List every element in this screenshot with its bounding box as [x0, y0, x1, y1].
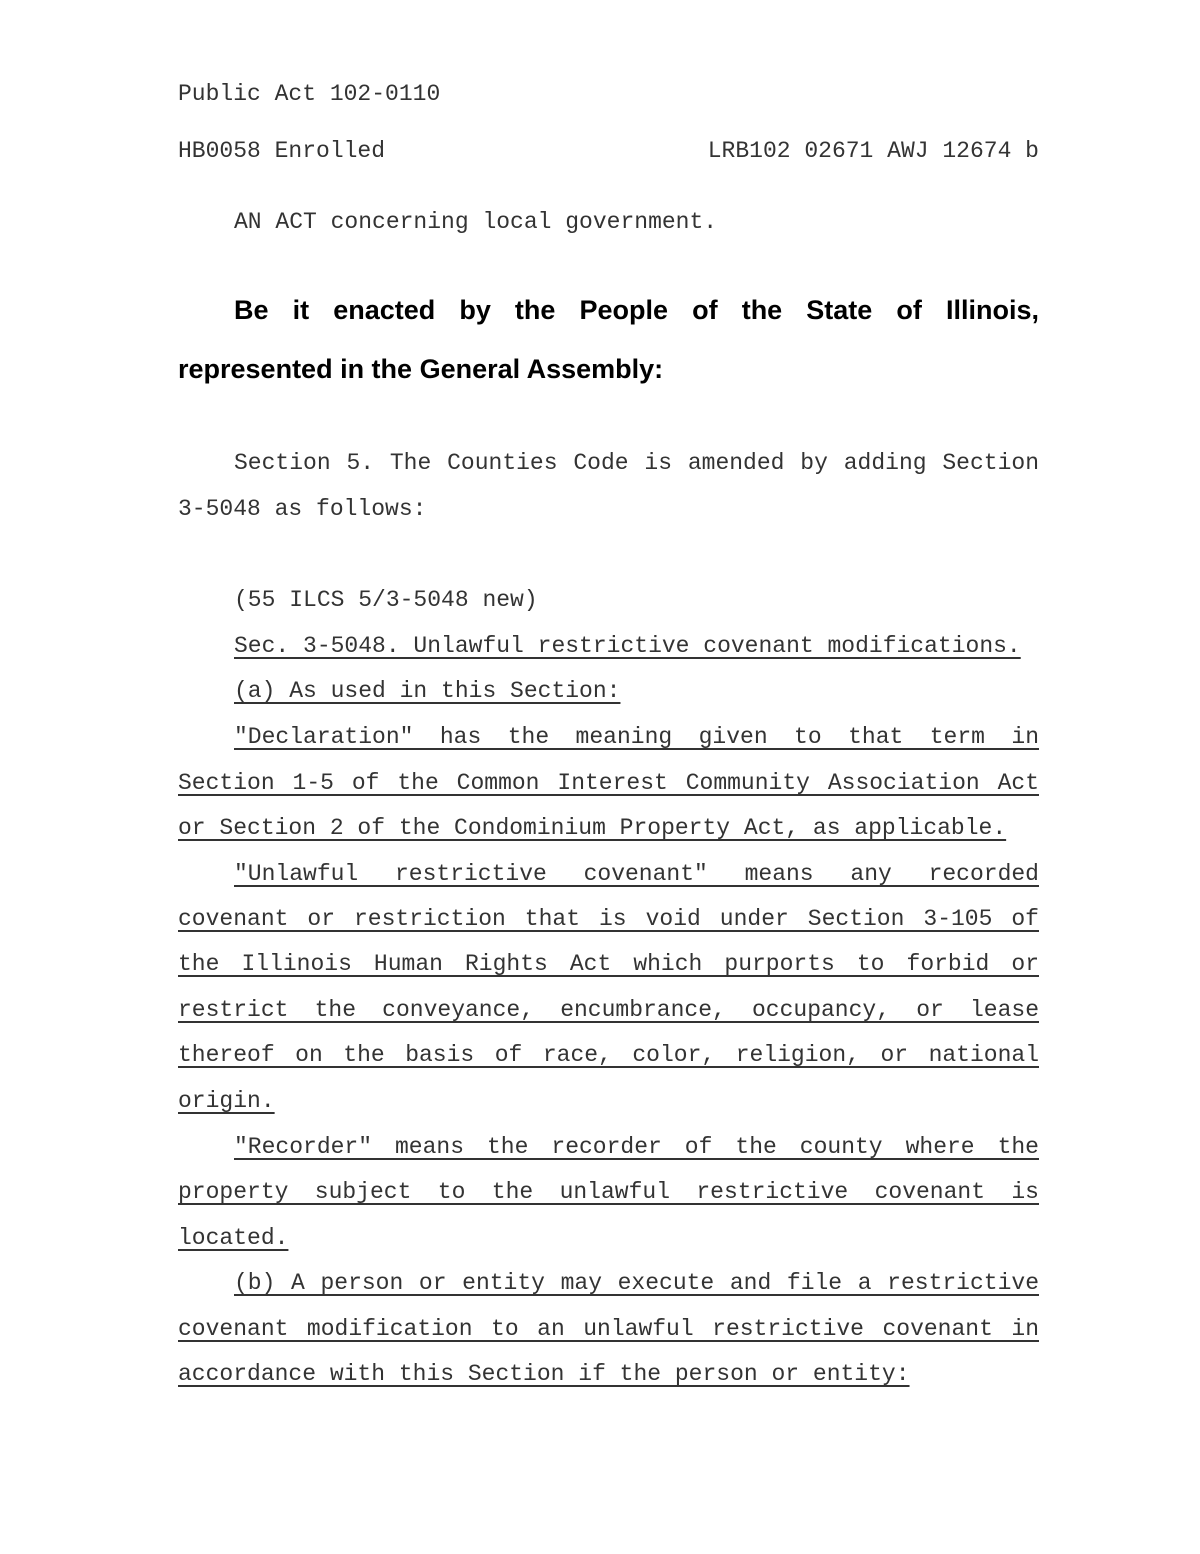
- enacting-clause-line-2: represented in the General Assembly:: [178, 354, 664, 384]
- subsection-b-line-2: covenant modification to an unlawful restrictive covenant in: [178, 1316, 1039, 1342]
- declaration-line-2: Section 1-5 of the Common Interest Community Association Act: [178, 770, 1039, 796]
- enacting-clause-line-1: Be it enacted by the People of the State of Illinois,: [234, 295, 1039, 325]
- recorder-line-2: property subject to the unlawful restrictive covenant is: [178, 1179, 1039, 1205]
- subsection-a: (a) As used in this Section:: [234, 678, 621, 704]
- unlawful-covenant-line-5: thereof on the basis of race, color, religion, or national: [178, 1042, 1039, 1068]
- subsection-b-line-1: (b) A person or entity may execute and file a restrictive: [234, 1270, 1039, 1296]
- unlawful-covenant-line-6: origin.: [178, 1088, 275, 1114]
- unlawful-covenant-line-1: "Unlawful restrictive covenant" means any recorded: [234, 861, 1039, 887]
- act-title: AN ACT concerning local government.: [234, 209, 718, 235]
- section-heading: Sec. 3-5048. Unlawful restrictive covenant modifications.: [234, 633, 1021, 659]
- ilcs-citation: (55 ILCS 5/3-5048 new): [234, 587, 538, 613]
- recorder-line-1: "Recorder" means the recorder of the county where the: [234, 1134, 1039, 1160]
- lrb-number: LRB102 02671 AWJ 12674 b: [707, 138, 1039, 164]
- unlawful-covenant-line-3: the Illinois Human Rights Act which purports to forbid or: [178, 951, 1039, 977]
- subsection-b-line-3: accordance with this Section if the person or entity:: [178, 1361, 910, 1387]
- declaration-line-1: "Declaration" has the meaning given to that term in: [234, 724, 1039, 750]
- unlawful-covenant-line-4: restrict the conveyance, encumbrance, occupancy, or lease: [178, 997, 1039, 1023]
- bill-number: HB0058 Enrolled: [178, 138, 386, 164]
- public-act-number: Public Act 102-0110: [178, 81, 441, 107]
- unlawful-covenant-line-2: covenant or restriction that is void under Section 3-105 of: [178, 906, 1039, 932]
- recorder-line-3: located.: [178, 1225, 289, 1251]
- section-5-line-2: 3-5048 as follows:: [178, 496, 427, 522]
- declaration-line-3: or Section 2 of the Condominium Property Act, as applicable.: [178, 815, 1007, 841]
- section-5-line-1: Section 5. The Counties Code is amended by adding Section: [234, 450, 1039, 476]
